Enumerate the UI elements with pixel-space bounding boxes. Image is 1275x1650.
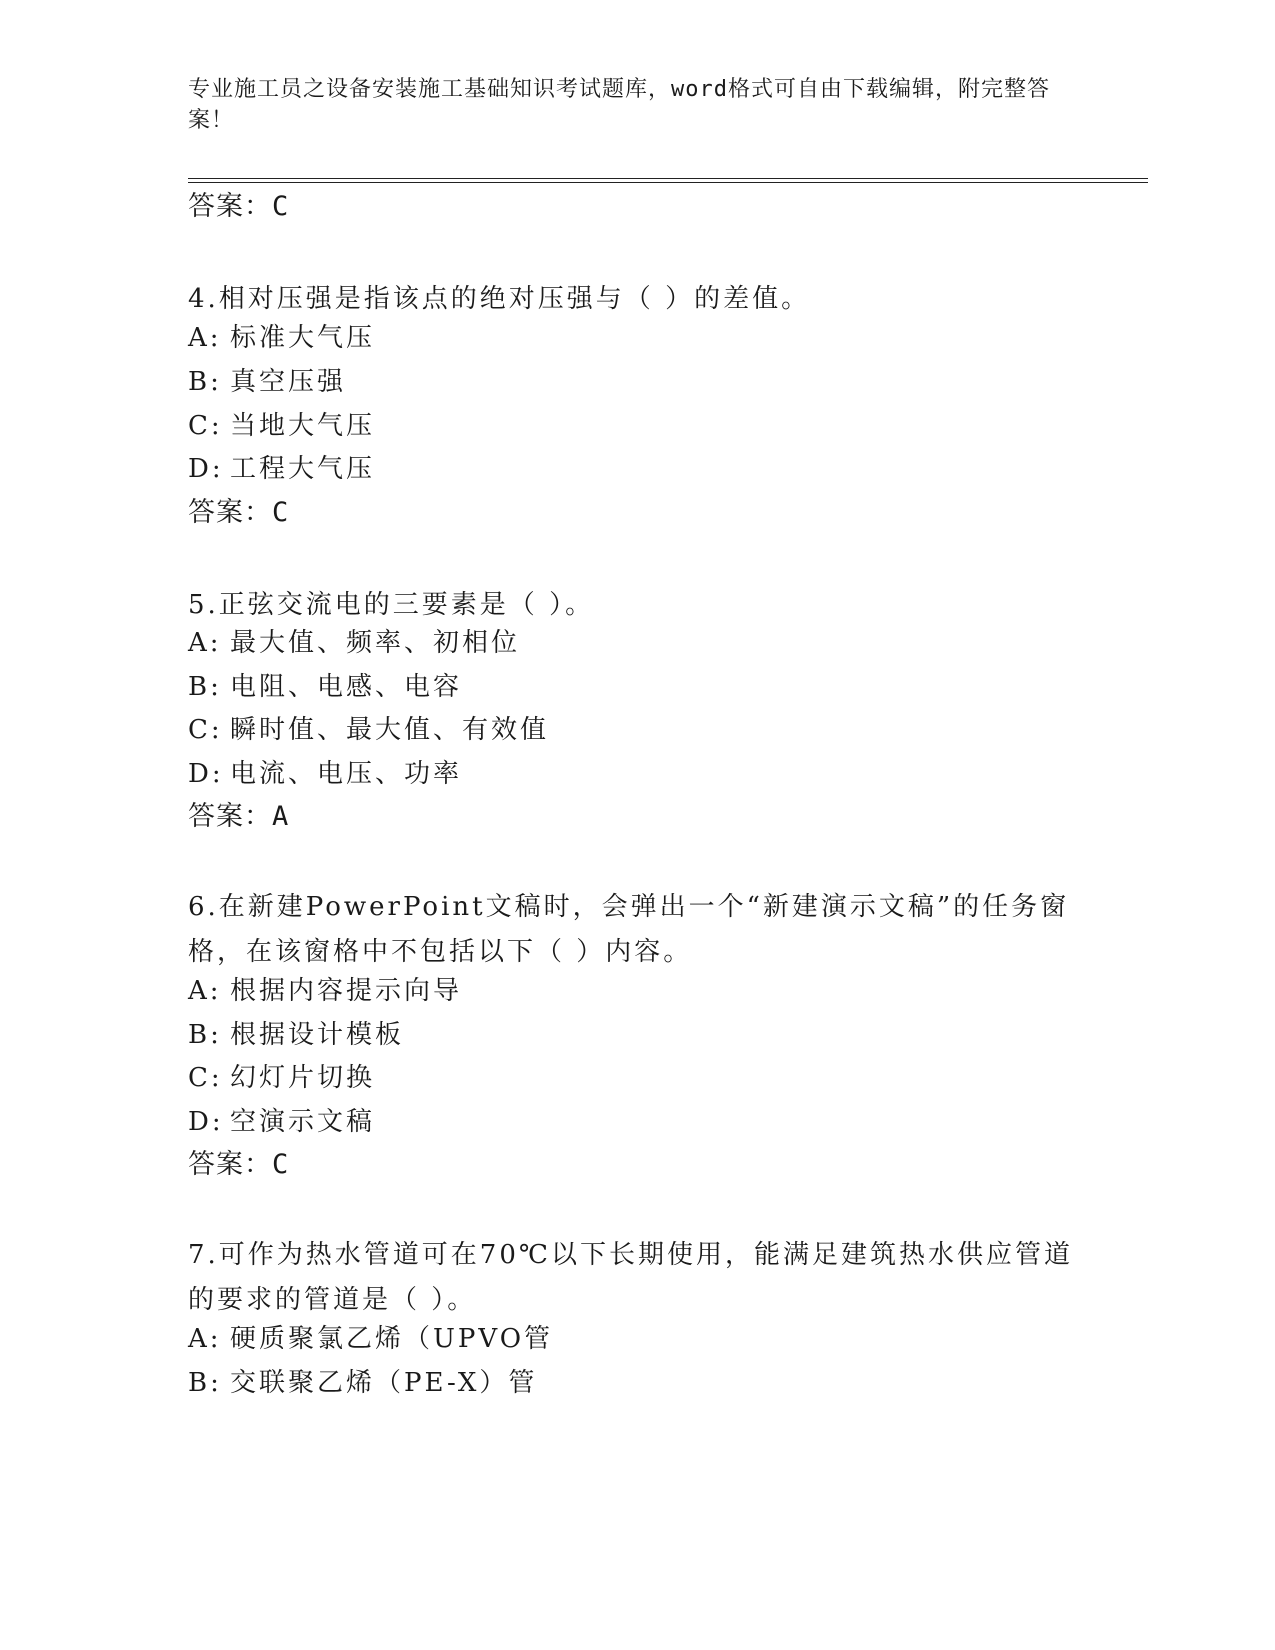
option-line xyxy=(188,974,462,1008)
option-label: B: xyxy=(188,367,222,397)
option-line xyxy=(188,1018,404,1052)
option-line xyxy=(188,713,549,747)
option-label: D: xyxy=(188,1107,224,1137)
option-line xyxy=(188,757,462,791)
option-text: 标准大气压 xyxy=(230,323,376,353)
option-label: B: xyxy=(188,1368,222,1398)
option-label: C: xyxy=(188,1063,223,1093)
answer-line: 答案：C xyxy=(188,1149,290,1180)
answer-line: 答案：A xyxy=(188,801,290,832)
header-divider-double xyxy=(188,182,1148,183)
option-label: D: xyxy=(188,454,224,484)
option-line xyxy=(188,321,375,355)
option-text: 根据内容提示向导 xyxy=(230,976,463,1006)
option-label: B: xyxy=(188,672,222,702)
option-line xyxy=(188,1366,537,1400)
option-text: 交联聚乙烯（PE-X）管 xyxy=(230,1368,538,1398)
option-label: D: xyxy=(188,759,224,789)
answer-line: 答案：C xyxy=(188,191,290,222)
question-text: 4.相对压强是指该点的绝对压强与（ ）的差值。 xyxy=(188,284,811,314)
option-text: 真空压强 xyxy=(230,367,347,397)
option-line xyxy=(188,1105,375,1139)
option-line xyxy=(188,409,375,443)
question-text: 5.正弦交流电的三要素是（ ）。 xyxy=(188,590,595,620)
option-line xyxy=(188,365,346,399)
answer-line: 答案：C xyxy=(188,497,290,528)
option-text: 根据设计模板 xyxy=(230,1020,405,1050)
option-text: 空演示文稿 xyxy=(230,1107,376,1137)
option-label: A: xyxy=(188,323,222,353)
option-label: A: xyxy=(188,976,222,1006)
option-text: 工程大气压 xyxy=(230,454,376,484)
option-label: A: xyxy=(188,628,222,658)
option-text: 电流、电压、功率 xyxy=(230,759,463,789)
option-text: 硬质聚氯乙烯（UPVO管 xyxy=(230,1324,554,1354)
option-text: 幻灯片切换 xyxy=(230,1063,376,1093)
header-divider xyxy=(188,178,1148,179)
option-line xyxy=(188,1061,375,1095)
option-line xyxy=(188,452,375,486)
option-text: 最大值、频率、初相位 xyxy=(230,628,521,658)
option-text: 瞬时值、最大值、有效值 xyxy=(230,715,550,745)
question-text: 7.可作为热水管道可在70℃以下长期使用，能满足建筑热水供应管道的要求的管道是（ ）。 xyxy=(188,1240,1073,1315)
option-label: B: xyxy=(188,1020,222,1050)
option-label: C: xyxy=(188,715,223,745)
option-text: 当地大气压 xyxy=(230,411,376,441)
option-line xyxy=(188,670,462,704)
option-text: 电阻、电感、电容 xyxy=(230,672,463,702)
question-text: 6.在新建PowerPoint文稿时，会弹出一个“新建演示文稿”的任务窗格，在该窗格中不包括以下（ ）内容。 xyxy=(188,892,1070,967)
option-label: C: xyxy=(188,411,223,441)
option-line xyxy=(188,1322,553,1356)
option-line xyxy=(188,626,520,660)
option-label: A: xyxy=(188,1324,222,1354)
document-header: 专业施工员之设备安装施工基础知识考试题库，word格式可自由下载编辑，附完整答案！ xyxy=(188,77,1050,133)
